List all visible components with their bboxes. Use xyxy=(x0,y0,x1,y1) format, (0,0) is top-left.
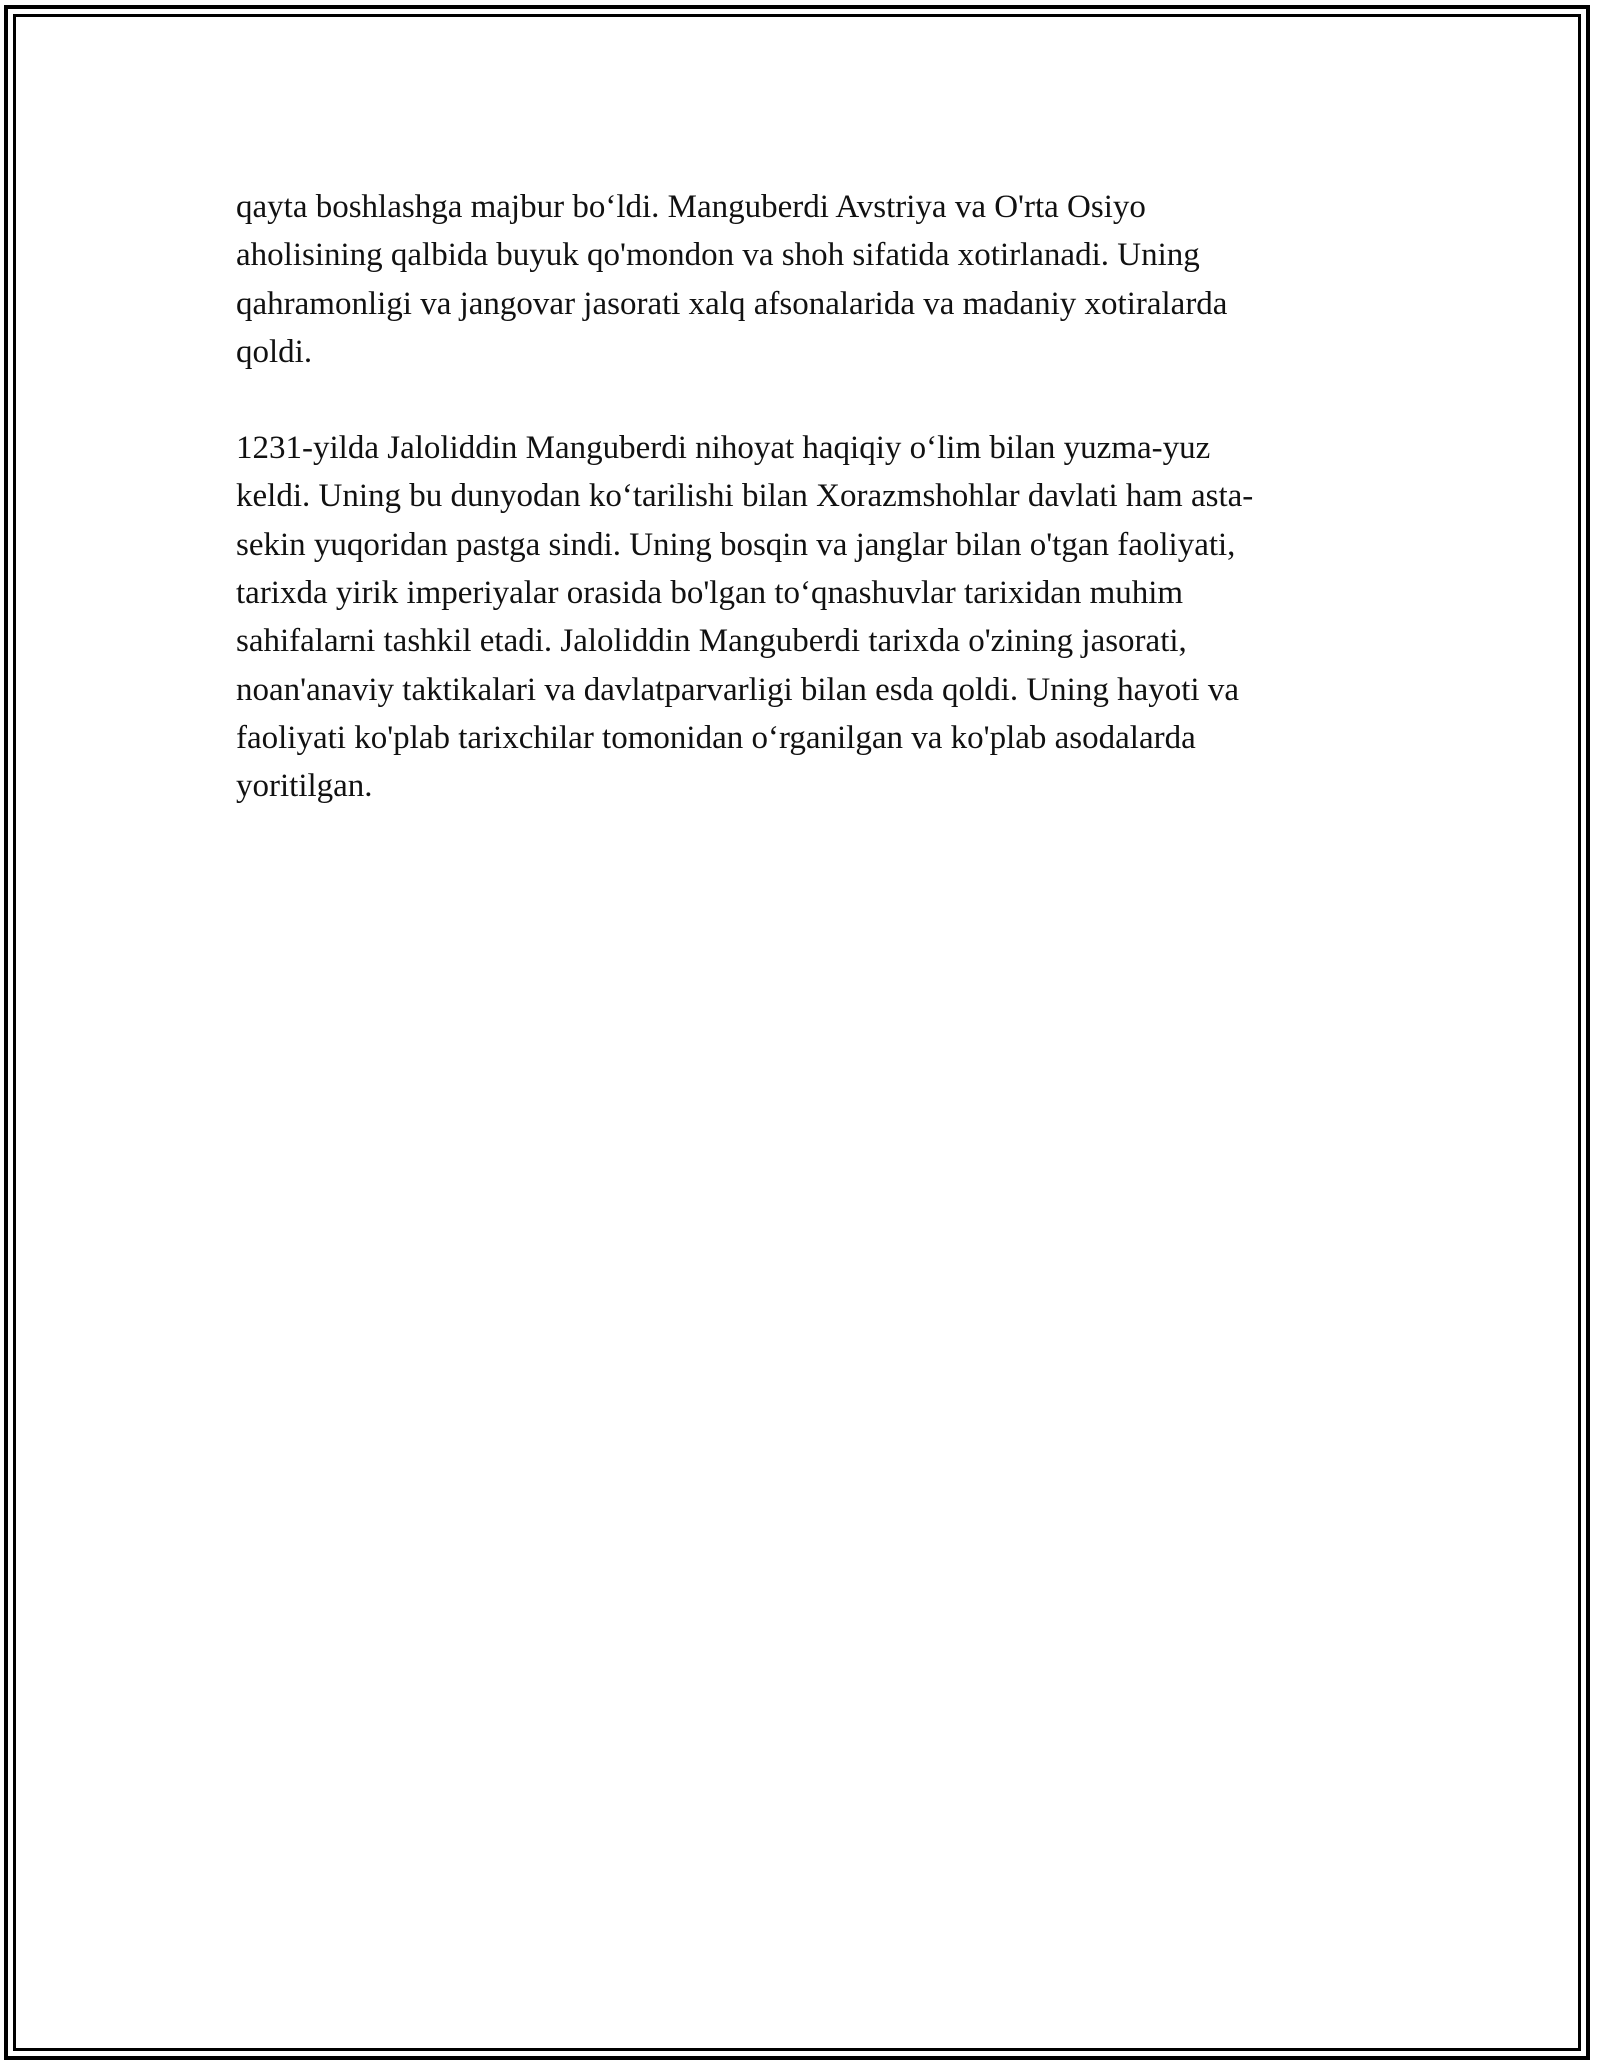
text-line: sekin yuqoridan pastga sindi. Uning bosqin va janglar bilan o'tgan faoliyati, xyxy=(236,526,1236,563)
text-line: aholisining qalbida buyuk qo'mondon va shoh sifatida xotirlanadi. Uning xyxy=(236,237,1200,274)
text-line: qahramonligi va jangovar jasorati xalq afsonalarida va madaniy xotiralarda xyxy=(236,285,1228,322)
text-line: tarixda yirik imperiyalar orasida bo'lgan toʻqnashuvlar tarixidan muhim xyxy=(236,575,1184,612)
paragraph-2 xyxy=(236,424,1376,810)
text-line: qayta boshlashga majbur boʻldi. Manguberdi Avstriya va O'rta Osiyo xyxy=(236,189,1146,225)
document-body xyxy=(236,183,1376,859)
paragraph-1 xyxy=(236,183,1376,376)
text-line: keldi. Uning bu dunyodan koʻtarilishi bilan Xorazmshohlar davlati ham asta- xyxy=(236,478,1254,515)
text-line: 1231-yilda Jaloliddin Manguberdi nihoyat haqiqiy oʻlim bilan yuzma-yuz xyxy=(236,430,1211,467)
text-line: faoliyati ko'plab tarixchilar tomonidan oʻrganilgan va ko'plab asodalarda xyxy=(236,719,1196,756)
text-line: sahifalarni tashkil etadi. Jaloliddin Manguberdi tarixda o'zining jasorati, xyxy=(236,623,1187,660)
text-line: yoritilgan. xyxy=(236,768,373,805)
text-line: noan'anaviy taktikalari va davlatparvarligi bilan esda qoldi. Uning hayoti va xyxy=(236,671,1239,708)
text-line: qoldi. xyxy=(236,333,313,370)
